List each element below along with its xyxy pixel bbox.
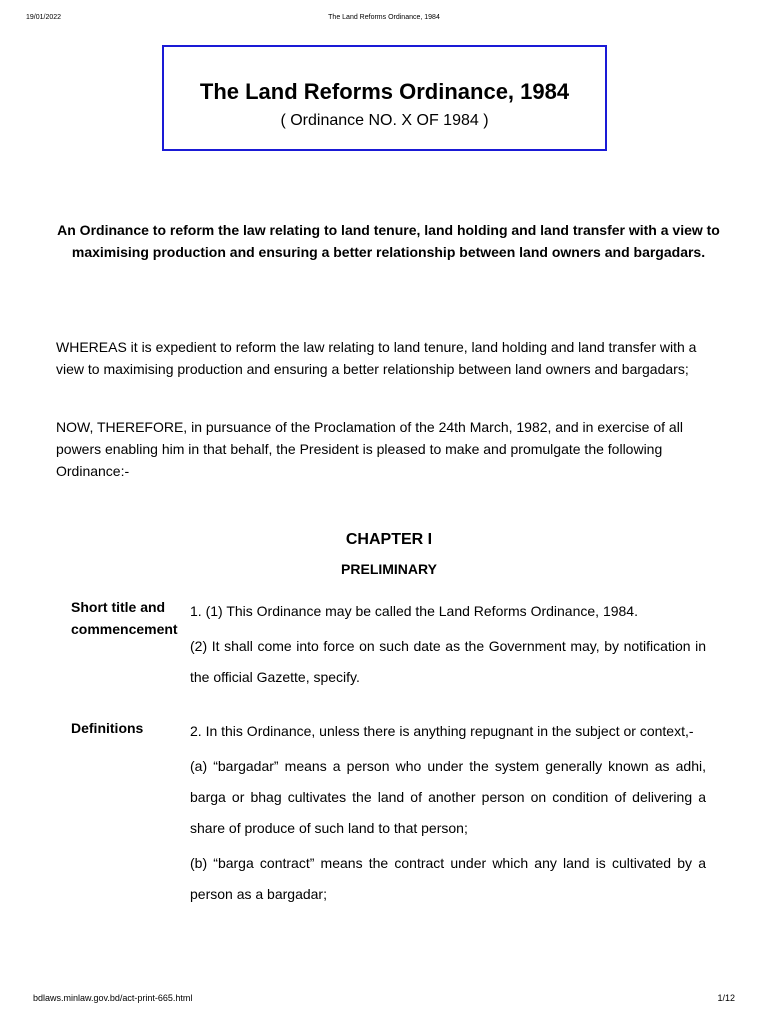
document-title: The Land Reforms Ordinance, 1984 [199,79,570,104]
section-side-title: Definitions [71,720,144,736]
section-clause: 2. In this Ordinance, unless there is anything repugnant in the subject or context,- [190,723,694,739]
section-clause: (b) “barga contract” means the contract under which any land is cultivated by a person as a bargadar; [190,855,706,902]
chapter-heading: CHAPTER I [345,531,433,548]
section-body [190,716,706,910]
section-body [190,596,706,693]
title-box [162,45,607,151]
document-subtitle: ( Ordinance NO. X OF 1984 ) [280,112,489,129]
now-therefore-paragraph: NOW, THEREFORE, in pursuance of the Proclamation of the 24th March, 1982, and in exercise of all powers enabling him in that behalf, the President is pleased to make and promulgate the following Ordinance:- [56,419,683,479]
print-footer-url: bdlaws.minlaw.gov.bd/act-print-665.html [33,993,193,1003]
section-clause: (2) It shall come into force on such date as the Government may, by notification in the official Gazette, specify. [190,638,706,685]
chapter-subheading: PRELIMINARY [341,561,437,577]
page-number: 1/12 [717,993,735,1003]
section-clause: 1. (1) This Ordinance may be called the Land Reforms Ordinance, 1984. [190,603,638,619]
section-clause: (a) “bargadar” means a person who under the system generally known as adhi, barga or bhag cultivates the land of another person on condition of delivering a share of produce of such land to that person; [190,758,706,836]
section-side-title: Short title and commencement [71,599,178,637]
preamble: An Ordinance to reform the law relating to land tenure, land holding and land transfer with a view to maximising production and ensuring a better relationship between land owners and bargadars. [57,222,720,260]
print-header-title: The Land Reforms Ordinance, 1984 [328,14,440,21]
whereas-paragraph: WHEREAS it is expedient to reform the law relating to land tenure, land holding and land transfer with a view to maximising production and ensuring a better relationship between land owners and bargadars; [56,339,697,377]
print-date: 19/01/2022 [26,14,62,21]
